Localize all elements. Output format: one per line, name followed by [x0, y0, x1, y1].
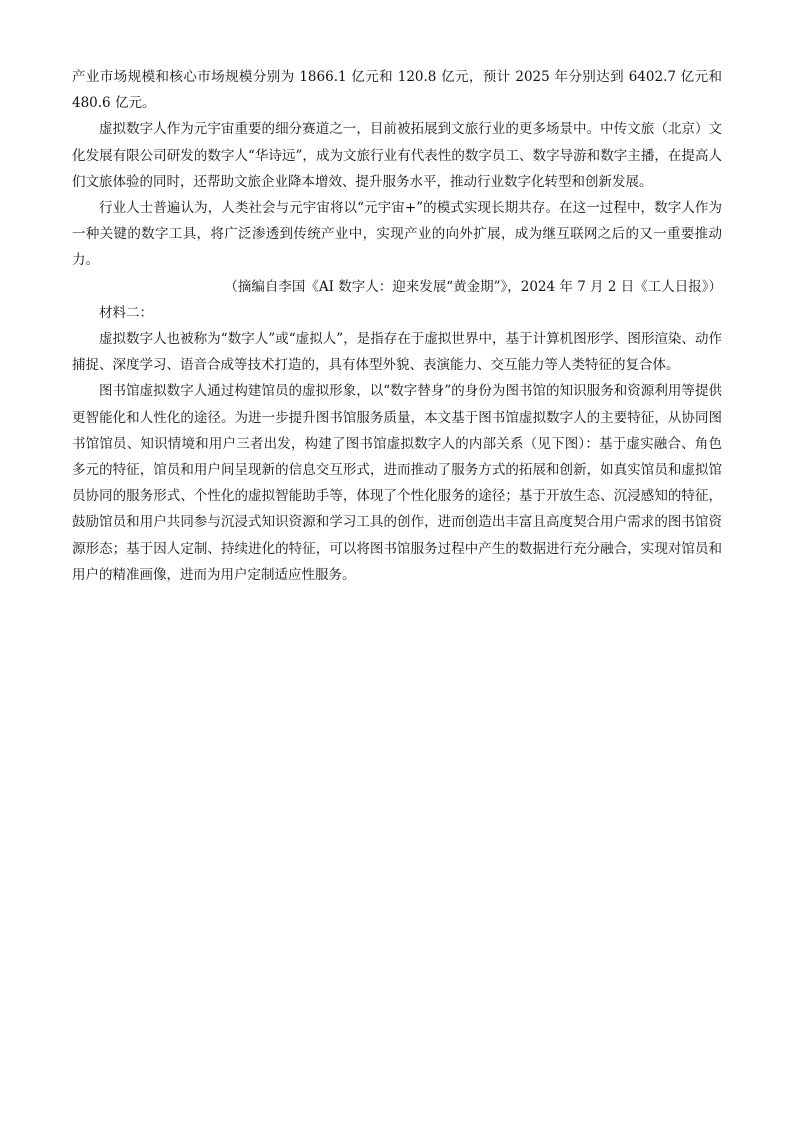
paragraph-industry-view: 行业人士普遍认为，人类社会与元宇宙将以“元宇宙+”的模式实现长期共存。在这一过程中，数字人作为一种关键的数字工具，将广泛渗透到传统产业中，实现产业的向外扩展，成为继互联网之后的又一重要推动力。: [72, 200, 722, 269]
document-page: [72, 64, 722, 588]
paragraph-cultural-tourism: 虚拟数字人作为元宇宙重要的细分赛道之一，目前被拓展到文旅行业的更多场景中。中传文旅（北京）文化发展有限公司研发的数字人“华诗远”，成为文旅行业有代表性的数字员工、数字导游和数字主播，在提高人们文旅体验的同时，还帮助文旅企业降本增效、提升服务水平，推动行业数字化转型和创新发展。: [72, 121, 722, 190]
paragraph-definition: 虚拟数字人也被称为“数字人”或“虚拟人”，是指存在于虚拟世界中，基于计算机图形学、图形渲染、动作捕捉、深度学习、语音合成等技术打造的，具有体型外貌、表演能力、交互能力等人类特征的复合体。: [72, 331, 722, 374]
source-citation: （摘编自李国《AI 数字人：迎来发展“黄金期”》，2024 年 7 月 2 日《工人日报》）: [224, 278, 722, 295]
paragraph-library-digital-human: 图书馆虚拟数字人通过构建馆员的虚拟形象，以“数字替身”的身份为图书馆的知识服务和资源利用等提供更智能化和人性化的途径。为进一步提升图书馆服务质量，本文基于图书馆虚拟数字人的主要特征，从协同图书馆馆员、知识情境和用户三者出发，构建了图书馆虚拟数字人的内部关系（见下图）：基于虚实融合、角色多元的特征，馆员和用户间呈现新的信息交互形式，进而推动了服务方式的拓展和创新，如真实馆员和虚拟馆员协同的服务形式、个性化的虚拟智能助手等，体现了个性化服务的途径；基于开放生态、沉浸感知的特征，鼓励馆员和用户共同参与沉浸式知识资源和学习工具的创作，进而创造出丰富且高度契合用户需求的图书馆资源形态；基于因人定制、持续进化的特征，可以将图书馆服务过程中产生的数据进行充分融合，实现对馆员和用户的精准画像，进而为用户定制适应性服务。: [72, 383, 722, 583]
material-two-label: 材料二：: [99, 304, 153, 321]
paragraph-market-scale: 产业市场规模和核心市场规模分别为 1866.1 亿元和 120.8 亿元，预计 2025 年分别达到 6402.7 亿元和 480.6 亿元。: [72, 69, 722, 112]
